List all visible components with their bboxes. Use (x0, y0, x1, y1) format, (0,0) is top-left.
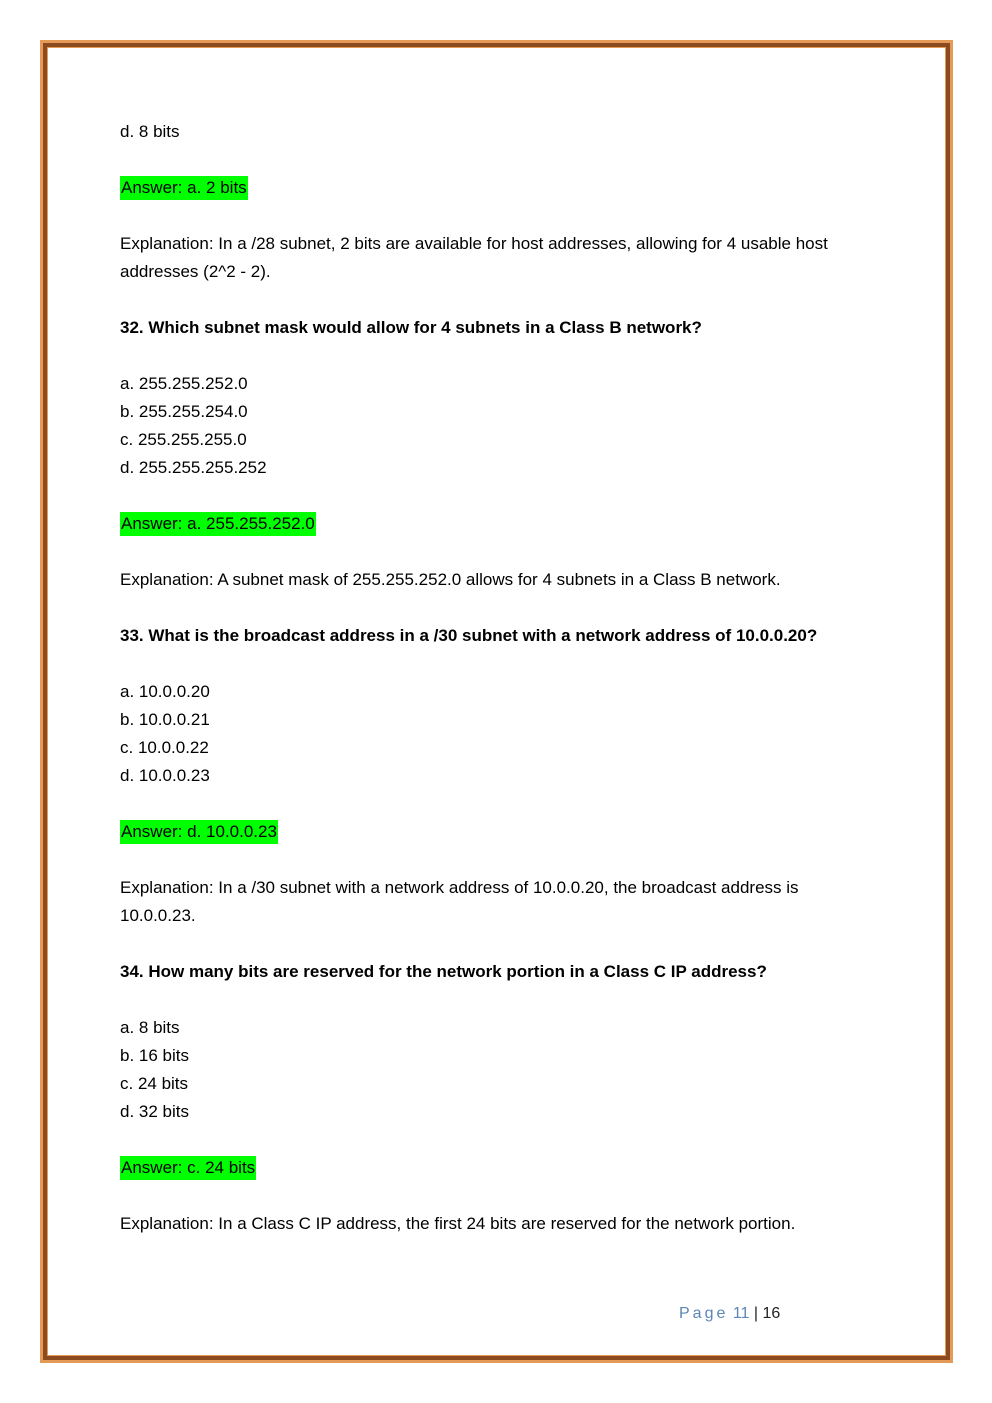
answer-highlight: Answer: c. 24 bits (120, 1156, 256, 1180)
answer-highlight: Answer: a. 255.255.252.0 (120, 512, 316, 536)
question-heading: 34. How many bits are reserved for the network portion in a Class C IP address? (120, 962, 767, 981)
option-line: c. 255.255.255.0 (120, 430, 247, 449)
question-heading: 32. Which subnet mask would allow for 4 subnets in a Class B network? (120, 318, 702, 337)
option-line: d. 8 bits (120, 122, 180, 141)
page-number: 11 (732, 1305, 750, 1322)
option-line: d. 255.255.255.252 (120, 458, 267, 477)
option-line: d. 32 bits (120, 1102, 189, 1121)
option-line: d. 10.0.0.23 (120, 766, 210, 785)
page-content (120, 118, 860, 1238)
option-line: c. 24 bits (120, 1074, 189, 1093)
option-line: a. 255.255.252.0 (120, 374, 248, 393)
option-line: b. 255.255.254.0 (120, 402, 248, 421)
explanation-text: Explanation: In a /30 subnet with a network address of 10.0.0.20, the broadcast address is 10.0.0.23. (120, 878, 799, 925)
explanation-text: Explanation: A subnet mask of 255.255.252.0 allows for 4 subnets in a Class B network. (120, 570, 781, 589)
option-line: a. 8 bits (120, 1018, 180, 1037)
question-heading: 33. What is the broadcast address in a /30 subnet with a network address of 10.0.0.20? (120, 626, 818, 645)
page-separator: | (753, 1305, 759, 1322)
page-label: Page (679, 1305, 729, 1322)
total-pages: 16 (762, 1305, 781, 1322)
option-line: b. 10.0.0.21 (120, 710, 210, 729)
explanation-text: Explanation: In a /28 subnet, 2 bits are available for host addresses, allowing for 4 usable host addresses (2^2 - 2). (120, 234, 828, 281)
answer-highlight: Answer: d. 10.0.0.23 (120, 820, 278, 844)
explanation-text: Explanation: In a Class C IP address, the first 24 bits are reserved for the network portion. (120, 1214, 796, 1233)
option-line: c. 10.0.0.22 (120, 738, 209, 757)
answer-highlight: Answer: a. 2 bits (120, 176, 248, 200)
option-line: a. 10.0.0.20 (120, 682, 210, 701)
page-footer (679, 1305, 780, 1323)
option-line: b. 16 bits (120, 1046, 189, 1065)
